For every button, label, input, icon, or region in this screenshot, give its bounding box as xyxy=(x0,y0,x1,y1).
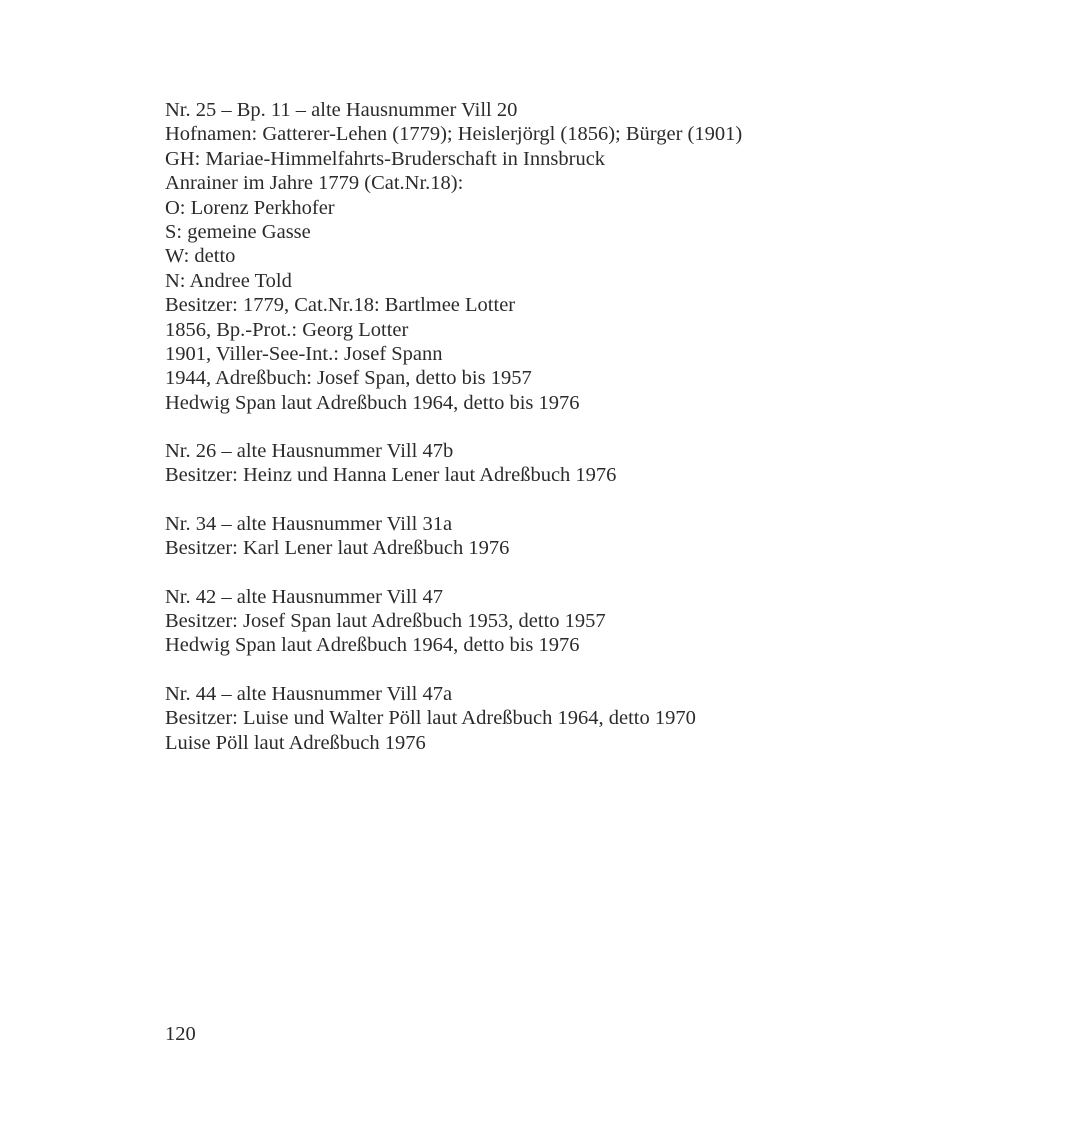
owner-line: Hedwig Span laut Adreßbuch 1964, detto bis 1976 xyxy=(165,634,580,657)
owner-line: 1944, Adreßbuch: Josef Span, detto bis 1957 xyxy=(165,367,532,390)
owner-line: Besitzer: Heinz und Hanna Lener laut Adreßbuch 1976 xyxy=(165,464,617,487)
entry-heading: Nr. 42 – alte Hausnummer Vill 47 xyxy=(165,585,443,608)
entry-nr-34 xyxy=(165,512,1045,561)
entry-nr-44 xyxy=(165,682,1045,755)
neighbour-west: W: detto xyxy=(165,245,236,268)
owner-line: Luise Pöll laut Adreßbuch 1976 xyxy=(165,731,426,754)
owner-line: Besitzer: Karl Lener laut Adreßbuch 1976 xyxy=(165,537,510,560)
owner-line: 1856, Bp.-Prot.: Georg Lotter xyxy=(165,318,409,341)
owner-line: Hedwig Span laut Adreßbuch 1964, detto bis 1976 xyxy=(165,391,580,414)
page-number: 120 xyxy=(165,1023,196,1045)
owner-line: Besitzer: Josef Span laut Adreßbuch 1953, detto 1957 xyxy=(165,610,606,633)
owner-line: 1901, Viller-See-Int.: Josef Spann xyxy=(165,342,443,365)
entry-nr-26 xyxy=(165,439,1045,488)
neighbours-heading: Anrainer im Jahre 1779 (Cat.Nr.18): xyxy=(165,172,464,195)
entry-heading: Nr. 44 – alte Hausnummer Vill 47a xyxy=(165,682,453,705)
neighbour-north: N: Andree Told xyxy=(165,269,292,292)
owner-line: Besitzer: Luise und Walter Pöll laut Adreßbuch 1964, detto 1970 xyxy=(165,707,696,730)
entry-heading: Nr. 26 – alte Hausnummer Vill 47b xyxy=(165,440,454,463)
entry-heading: Nr. 34 – alte Hausnummer Vill 31a xyxy=(165,512,453,535)
neighbour-east: O: Lorenz Perkhofer xyxy=(165,196,335,219)
neighbour-south: S: gemeine Gasse xyxy=(165,220,311,243)
page-content xyxy=(165,98,1045,779)
farm-names: Hofnamen: Gatterer-Lehen (1779); Heislerjörgl (1856); Bürger (1901) xyxy=(165,123,743,146)
landlord: GH: Mariae-Himmelfahrts-Bruderschaft in Innsbruck xyxy=(165,147,606,170)
owner-line: Besitzer: 1779, Cat.Nr.18: Bartlmee Lotter xyxy=(165,294,516,317)
entry-nr-42 xyxy=(165,585,1045,658)
entry-nr-25 xyxy=(165,98,1045,415)
entry-heading: Nr. 25 – Bp. 11 – alte Hausnummer Vill 20 xyxy=(165,99,518,121)
